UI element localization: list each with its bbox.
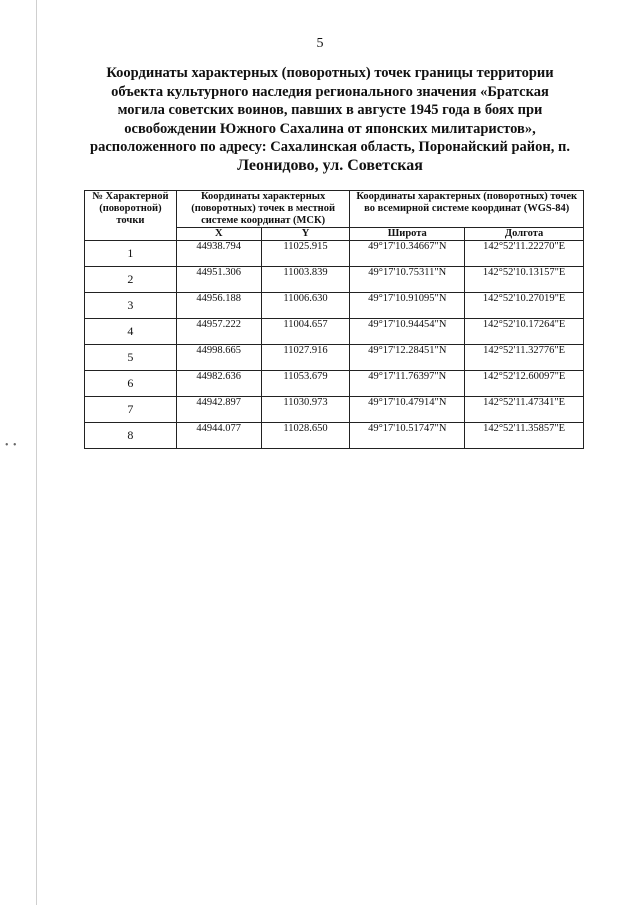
title-line: Леонидово, ул. Советская	[237, 156, 423, 174]
cell-y: 11027.916	[261, 345, 350, 371]
cell-x: 44998.665	[176, 345, 261, 371]
page-number: 5	[316, 36, 324, 51]
cell-latitude: 49°17'11.76397"N	[350, 371, 465, 397]
cell-longitude: 142°52'12.60097"E	[465, 371, 584, 397]
header-point-number: № Характерной (поворотной) точки	[85, 191, 177, 241]
header-y: Y	[261, 228, 350, 241]
title-line: освобождении Южного Сахалина от японских милитаристов»,	[124, 120, 536, 137]
cell-point: 1	[85, 241, 177, 267]
cell-latitude: 49°17'10.47914"N	[350, 397, 465, 423]
header-longitude: Долгота	[465, 228, 584, 241]
cell-latitude: 49°17'12.28451"N	[350, 345, 465, 371]
cell-point: 3	[85, 293, 177, 319]
cell-y: 11030.973	[261, 397, 350, 423]
table-row	[85, 319, 584, 345]
header-latitude: Широта	[350, 228, 465, 241]
cell-longitude: 142°52'11.22270"E	[465, 241, 584, 267]
cell-longitude: 142°52'11.47341"E	[465, 397, 584, 423]
table-row	[85, 345, 584, 371]
cell-latitude: 49°17'10.91095"N	[350, 293, 465, 319]
table-row	[85, 267, 584, 293]
cell-latitude: 49°17'10.34667"N	[350, 241, 465, 267]
title-line: могила советских воинов, павших в августе 1945 года в боях при	[117, 102, 543, 118]
table-row	[85, 423, 584, 449]
cell-longitude: 142°52'11.32776"E	[465, 345, 584, 371]
cell-longitude: 142°52'10.27019"E	[465, 293, 584, 319]
cell-latitude: 49°17'10.51747"N	[350, 423, 465, 449]
header-x: X	[176, 228, 261, 241]
title-line: Координаты характерных (поворотных) точек границы территории	[106, 65, 554, 81]
cell-y: 11025.915	[261, 241, 350, 267]
cell-x: 44951.306	[176, 267, 261, 293]
cell-y: 11003.839	[261, 267, 350, 293]
cell-latitude: 49°17'10.94454"N	[350, 319, 465, 345]
header-wgs-coordinates: Координаты характерных (поворотных) точек во всемирной системе координат (WGS-84)	[350, 191, 584, 228]
document-title	[70, 64, 590, 175]
cell-x: 44957.222	[176, 319, 261, 345]
cell-point: 5	[85, 345, 177, 371]
cell-y: 11006.630	[261, 293, 350, 319]
cell-point: 2	[85, 267, 177, 293]
cell-x: 44982.636	[176, 371, 261, 397]
cell-latitude: 49°17'10.75311"N	[350, 267, 465, 293]
table-row	[85, 293, 584, 319]
title-line: объекта культурного наследия регионального значения «Братская	[111, 83, 549, 100]
cell-x: 44942.897	[176, 397, 261, 423]
cell-x: 44944.077	[176, 423, 261, 449]
cell-point: 4	[85, 319, 177, 345]
cell-longitude: 142°52'10.13157"E	[465, 267, 584, 293]
table-row	[85, 241, 584, 267]
cell-x: 44938.794	[176, 241, 261, 267]
cell-y: 11028.650	[261, 423, 350, 449]
margin-marks: • •	[5, 440, 18, 451]
cell-y: 11053.679	[261, 371, 350, 397]
cell-point: 8	[85, 423, 177, 449]
table-row	[85, 397, 584, 423]
cell-point: 6	[85, 371, 177, 397]
table-row	[85, 371, 584, 397]
header-local-coordinates: Координаты характерных (поворотных) точек в местной системе координат (МСК)	[176, 191, 350, 228]
coordinates-table	[84, 190, 584, 449]
cell-x: 44956.188	[176, 293, 261, 319]
title-line: расположенного по адресу: Сахалинская область, Поронайский район, п.	[90, 139, 570, 155]
cell-longitude: 142°52'11.35857"E	[465, 423, 584, 449]
cell-longitude: 142°52'10.17264"E	[465, 319, 584, 345]
cell-point: 7	[85, 397, 177, 423]
left-margin-line	[36, 0, 37, 905]
cell-y: 11004.657	[261, 319, 350, 345]
